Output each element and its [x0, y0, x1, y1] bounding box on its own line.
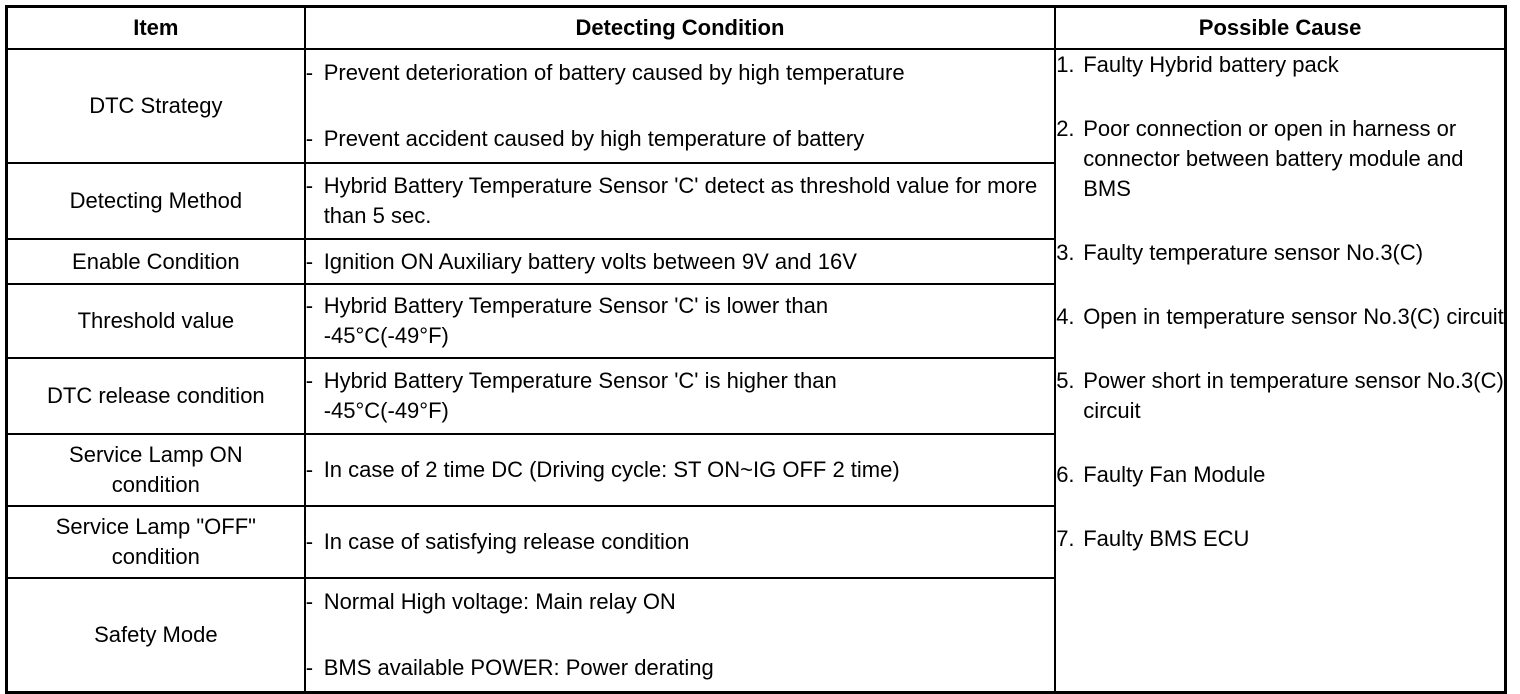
header-cause: Possible Cause [1055, 7, 1505, 50]
condition-line [306, 124, 1055, 154]
header-row [7, 7, 1506, 50]
condition-line [306, 455, 1055, 485]
cause-item [1056, 524, 1504, 554]
item-cell: Safety Mode [7, 578, 305, 693]
condition-line [306, 171, 1055, 231]
condition-line [306, 247, 1055, 277]
item-cell: DTC release condition [7, 358, 305, 434]
cause-number: 5. [1056, 368, 1075, 393]
item-cell: DTC Strategy [7, 49, 305, 163]
cause-number: 2. [1056, 116, 1075, 141]
header-item: Item [7, 7, 305, 50]
dtc-table [5, 5, 1507, 694]
cause-number: 3. [1056, 240, 1075, 265]
header-condition: Detecting Condition [305, 7, 1056, 50]
cause-item [1056, 114, 1504, 204]
condition-text: Hybrid Battery Temperature Sensor 'C' is higher than -45°C(-49°F) [323, 368, 837, 423]
possible-cause-cell [1055, 49, 1505, 693]
bullet-dash: - [305, 529, 314, 554]
cause-number: 1. [1056, 52, 1075, 77]
bullet-dash: - [305, 248, 314, 274]
condition-cell [305, 239, 1056, 284]
bullet-dash: - [305, 126, 314, 151]
condition-text: Prevent deterioration of battery caused by high temperature [323, 60, 905, 85]
condition-cell [305, 358, 1056, 434]
item-cell: Detecting Method [7, 163, 305, 239]
condition-text: Normal High voltage: Main relay ON [323, 589, 676, 614]
condition-text: Ignition ON Auxiliary battery volts between 9V and 16V [323, 248, 857, 274]
condition-cell [305, 163, 1056, 239]
table-row [7, 49, 1506, 163]
bullet-dash: - [305, 589, 314, 614]
cause-text: Faulty BMS ECU [1083, 526, 1250, 551]
bullet-dash: - [305, 655, 314, 680]
cause-item [1056, 238, 1504, 268]
cause-number: 7. [1056, 526, 1075, 551]
condition-cell [305, 284, 1056, 358]
bullet-dash: - [305, 60, 314, 85]
condition-text: In case of satisfying release condition [323, 529, 690, 554]
condition-cell [305, 434, 1056, 506]
item-cell: Threshold value [7, 284, 305, 358]
item-cell: Service Lamp ON condition [7, 434, 305, 506]
bullet-dash: - [305, 368, 314, 393]
cause-item [1056, 460, 1504, 490]
item-cell: Service Lamp "OFF" condition [7, 506, 305, 578]
condition-cell [305, 506, 1056, 578]
cause-text: Open in temperature sensor No.3(C) circuit [1083, 304, 1504, 329]
condition-line [306, 366, 1055, 426]
bullet-dash: - [305, 173, 314, 198]
cause-number: 6. [1056, 462, 1075, 487]
condition-line [306, 58, 1055, 88]
condition-line [306, 653, 1055, 683]
cause-text: Faulty Hybrid battery pack [1083, 52, 1339, 77]
cause-text: Poor connection or open in harness or connector between battery module and BMS [1083, 116, 1464, 201]
condition-line [306, 527, 1055, 557]
bullet-dash: - [305, 293, 314, 318]
condition-line [306, 291, 1055, 351]
cause-item [1056, 302, 1504, 332]
condition-text: BMS available POWER: Power derating [323, 655, 714, 680]
cause-text: Power short in temperature sensor No.3(C) circuit [1083, 368, 1504, 423]
condition-cell [305, 49, 1056, 163]
cause-text: Faulty Fan Module [1083, 462, 1266, 487]
condition-text: Hybrid Battery Temperature Sensor 'C' detect as threshold value for more than 5 sec. [323, 173, 1038, 228]
condition-text: Prevent accident caused by high temperature of battery [323, 126, 865, 151]
condition-line [306, 587, 1055, 617]
condition-text: In case of 2 time DC (Driving cycle: ST ON~IG OFF 2 time) [323, 457, 900, 482]
cause-number: 4. [1056, 304, 1075, 329]
cause-item [1056, 50, 1504, 80]
cause-text: Faulty temperature sensor No.3(C) [1083, 240, 1424, 265]
item-cell: Enable Condition [7, 239, 305, 284]
condition-cell [305, 578, 1056, 693]
bullet-dash: - [305, 457, 314, 482]
condition-text: Hybrid Battery Temperature Sensor 'C' is lower than -45°C(-49°F) [323, 293, 829, 348]
cause-item [1056, 366, 1504, 426]
